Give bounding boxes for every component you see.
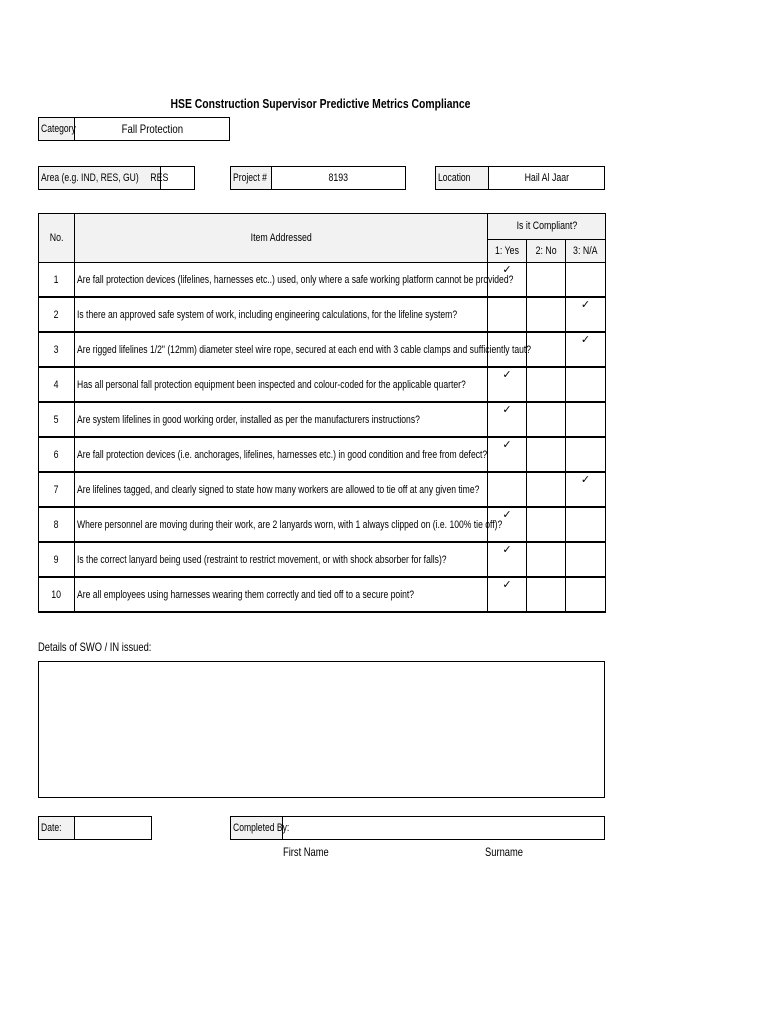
table-row: [39, 332, 606, 367]
check-icon: ✓: [502, 403, 512, 416]
answer-no-cell[interactable]: [527, 263, 566, 298]
table-row: [39, 437, 606, 472]
row-question: Are lifelines tagged, and clearly signed to state how many workers are allowed to tie off at any given time?: [75, 472, 488, 507]
row-number: 3: [39, 332, 75, 367]
row-question: Is the correct lanyard being used (restraint to restrict movement, or with shock absorber for falls)?: [75, 542, 488, 577]
row-question: Is there an approved safe system of work, including engineering calculations, for the lifeline system?: [75, 297, 488, 332]
answer-na-cell[interactable]: [566, 297, 606, 332]
answer-no-cell[interactable]: [527, 367, 566, 402]
row-number: 2: [39, 297, 75, 332]
answer-na-cell[interactable]: [566, 472, 606, 507]
answer-na-cell[interactable]: [566, 437, 606, 472]
answer-na-cell[interactable]: [566, 263, 606, 298]
details-label: Details of SWO / IN issued:: [38, 640, 152, 654]
row-number: 5: [39, 402, 75, 437]
row-question: Has all personal fall protection equipment been inspected and colour-coded for the applicable quarter?: [75, 367, 488, 402]
header-item-addressed: Item Addressed: [75, 214, 488, 263]
table-row: [39, 297, 606, 332]
table-row: [39, 367, 606, 402]
check-icon: ✓: [580, 333, 591, 346]
row-question: Are rigged lifelines 1/2" (12mm) diameter steel wire rope, secured at each end with 3 cable clamps and sufficiently taut?: [75, 332, 488, 367]
page-title: HSE Construction Supervisor Predictive Metrics Compliance: [170, 96, 470, 111]
category-value[interactable]: Fall Protection: [74, 117, 230, 141]
header-no-answer: 2: No: [527, 239, 566, 262]
header-yes: 1: Yes: [488, 239, 527, 262]
row-question: Are fall protection devices (lifelines, harnesses etc..) used, only where a safe working platform cannot be provided?: [75, 263, 488, 298]
row-number: 9: [39, 542, 75, 577]
surname-caption: Surname: [485, 845, 523, 859]
answer-yes-cell[interactable]: [488, 542, 527, 577]
check-icon: ✓: [580, 473, 591, 486]
header-is-compliant: Is it Compliant?: [488, 214, 606, 240]
compliance-table: [38, 213, 606, 613]
row-question: Are fall protection devices (i.e. anchorages, lifelines, harnesses etc.) in good condition and free from defect?: [75, 437, 488, 472]
row-number: 8: [39, 507, 75, 542]
row-question: Are all employees using harnesses wearing them correctly and tied off to a secure point?: [75, 577, 488, 612]
row-question: Where personnel are moving during their work, are 2 lanyards worn, with 1 always clipped on (i.e. 100% tie off)?: [75, 507, 488, 542]
answer-na-cell[interactable]: [566, 542, 606, 577]
table-row: [39, 263, 606, 298]
answer-no-cell[interactable]: [527, 577, 566, 612]
check-icon: ✓: [502, 543, 512, 556]
check-icon: ✓: [502, 263, 512, 276]
row-number: 4: [39, 367, 75, 402]
answer-na-cell[interactable]: [566, 577, 606, 612]
answer-na-cell[interactable]: [566, 507, 606, 542]
answer-no-cell[interactable]: [527, 297, 566, 332]
location-label: Location: [435, 166, 489, 190]
check-icon: ✓: [502, 438, 512, 451]
answer-no-cell[interactable]: [527, 402, 566, 437]
project-value[interactable]: 8193: [271, 166, 406, 190]
answer-no-cell[interactable]: [527, 332, 566, 367]
check-icon: ✓: [502, 368, 512, 381]
answer-yes-cell[interactable]: [488, 437, 527, 472]
answer-no-cell[interactable]: [527, 507, 566, 542]
completed-by-label: Completed By:: [230, 816, 283, 840]
answer-na-cell[interactable]: [566, 367, 606, 402]
answer-yes-cell[interactable]: [488, 367, 527, 402]
row-number: 7: [39, 472, 75, 507]
answer-no-cell[interactable]: [527, 472, 566, 507]
answer-na-cell[interactable]: [566, 332, 606, 367]
header-no: No.: [39, 214, 75, 263]
answer-yes-cell[interactable]: [488, 472, 527, 507]
check-icon: ✓: [580, 298, 591, 311]
header-na: 3: N/A: [566, 239, 606, 262]
row-number: 10: [39, 577, 75, 612]
answer-yes-cell[interactable]: [488, 402, 527, 437]
table-row: [39, 542, 606, 577]
answer-no-cell[interactable]: [527, 437, 566, 472]
answer-no-cell[interactable]: [527, 542, 566, 577]
project-label: Project #: [230, 166, 272, 190]
area-value[interactable]: RES: [124, 166, 195, 190]
row-question: Are system lifelines in good working order, installed as per the manufacturers instructions?: [75, 402, 488, 437]
table-row: [39, 507, 606, 542]
completed-by-field[interactable]: [282, 816, 605, 840]
check-icon: ✓: [502, 508, 512, 521]
area-label: Area (e.g. IND, RES, GU): [38, 166, 161, 190]
answer-yes-cell[interactable]: [488, 577, 527, 612]
check-icon: ✓: [502, 578, 512, 591]
location-value[interactable]: Hail Al Jaar: [488, 166, 605, 190]
category-label: Category: [38, 117, 75, 141]
answer-na-cell[interactable]: [566, 402, 606, 437]
table-row: [39, 472, 606, 507]
table-row: [39, 577, 606, 612]
details-textarea[interactable]: [38, 661, 605, 798]
answer-yes-cell[interactable]: [488, 297, 527, 332]
row-number: 1: [39, 263, 75, 298]
date-label: Date:: [38, 816, 75, 840]
row-number: 6: [39, 437, 75, 472]
first-name-caption: First Name: [283, 845, 329, 859]
table-row: [39, 402, 606, 437]
date-field[interactable]: [74, 816, 152, 840]
